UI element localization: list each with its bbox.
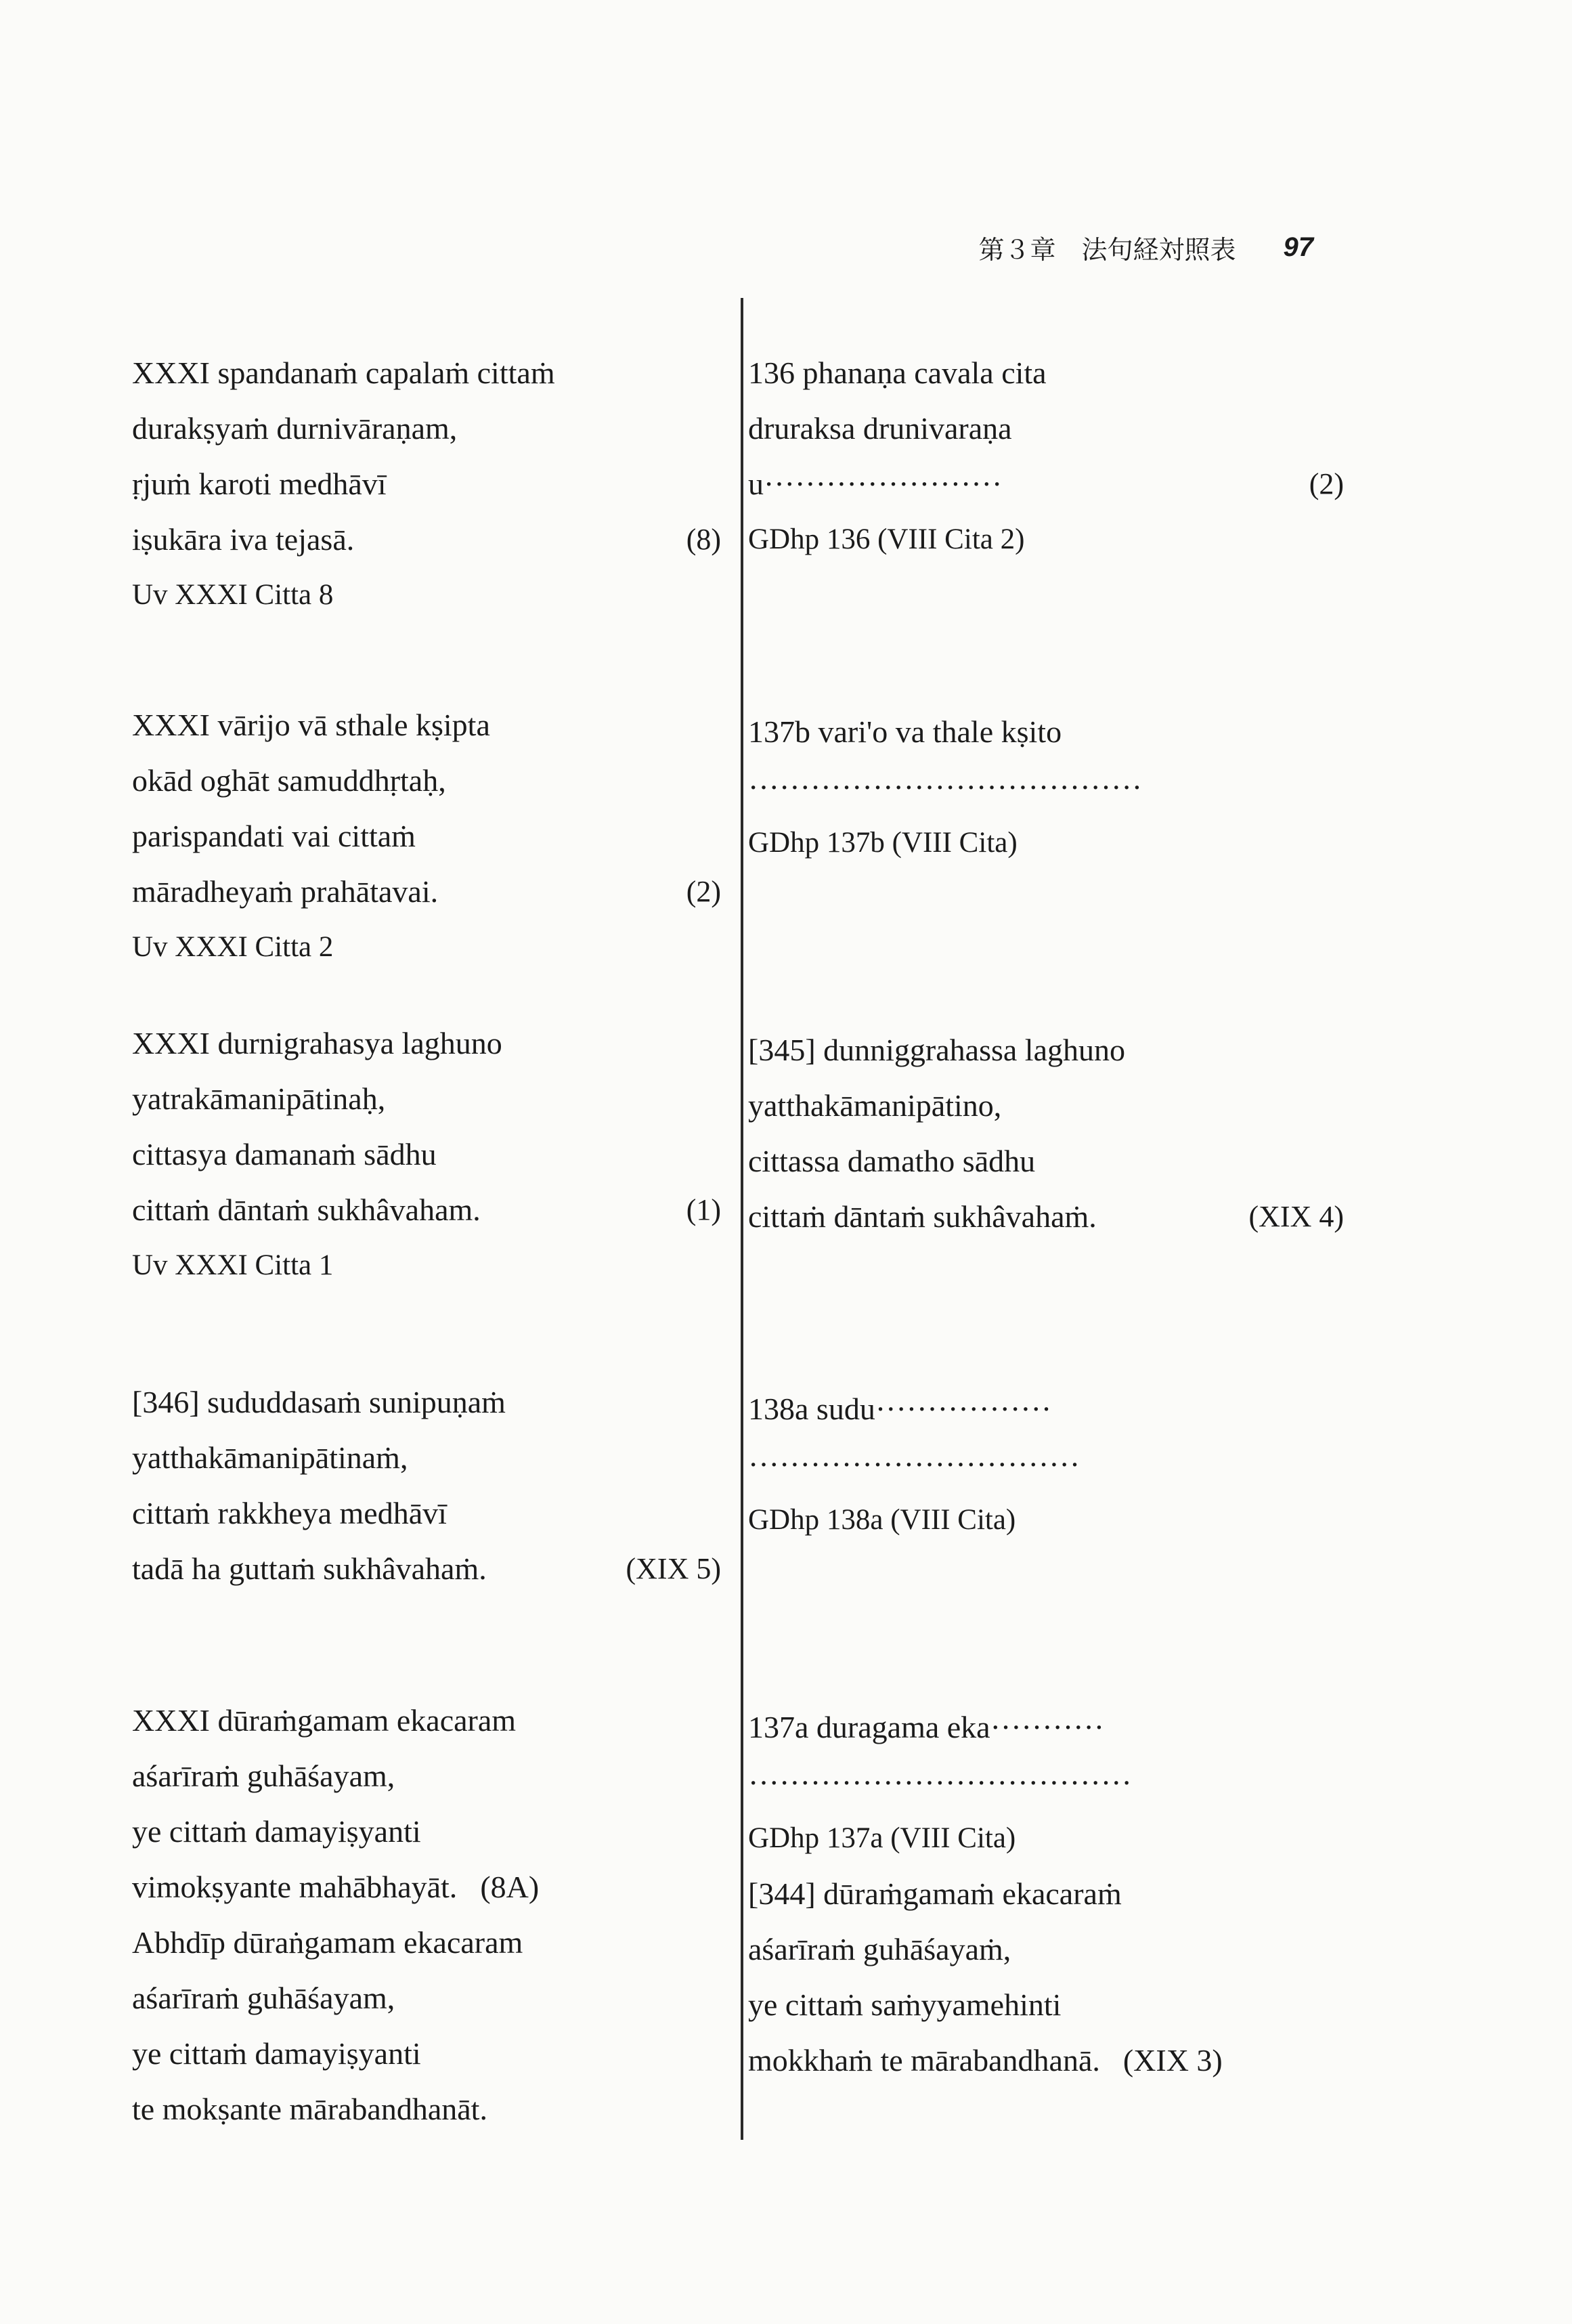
- verse-number: (8A): [480, 1870, 540, 1904]
- verse-line: [345] dunniggrahassa laghuno: [748, 1033, 1125, 1067]
- verse-reference: GDhp 137a (VIII Cita): [748, 1822, 1016, 1854]
- page-number: 97: [1283, 232, 1313, 262]
- verse-line: 137a duragama eka···········: [748, 1710, 1105, 1744]
- verse-line: XXXI spandanaṁ capalaṁ cittaṁ: [132, 356, 555, 390]
- verse-reference: Uv XXXI Citta 1: [132, 1249, 334, 1281]
- verse-line: 138a sudu·················: [748, 1392, 1052, 1426]
- verse-line: Abhdīp dūraṅgamam ekacaram: [132, 1925, 523, 1960]
- verse-number: (XIX 5): [626, 1552, 721, 1585]
- column-divider: [741, 298, 743, 2140]
- dhp-verse-block-3: [748, 1023, 1344, 1245]
- verse-line: okād oghāt samuddhṛtaḥ,: [132, 763, 446, 798]
- verse-line: ······································: [748, 770, 1143, 804]
- verse-line: vimokṣyante mahābhayāt. (8A): [132, 1870, 540, 1904]
- verse-line: ye cittaṁ saṁyyamehinti: [748, 1987, 1062, 2022]
- verse-line: durakṣyaṁ durnivāraṇam,: [132, 411, 458, 446]
- verse-line: parispandati vai cittaṁ: [132, 819, 416, 853]
- verse-line: cittassa damatho sādhu: [748, 1144, 1036, 1178]
- uv-verse-block-1: [132, 345, 721, 623]
- verse-number: (1): [686, 1193, 721, 1226]
- verse-line: druraksa drunivaraṇa: [748, 411, 1012, 446]
- verse-number: (8): [686, 523, 721, 556]
- chapter-title: 第３章 法句経対照表: [978, 234, 1236, 265]
- verse-line: tadā ha guttaṁ sukhâvahaṁ. (XIX 5): [132, 1541, 721, 1597]
- gdhp-verse-block-1: [748, 345, 1344, 567]
- gdhp-verse-block-2: [748, 704, 1344, 871]
- verse-line: ye cittaṁ damayiṣyanti: [132, 1814, 421, 1849]
- verse-line: aśarīraṁ guhāśayam,: [132, 1981, 395, 2015]
- uv-verse-block-2: [132, 697, 721, 975]
- verse-line: ye cittaṁ damayiṣyanti: [132, 2036, 421, 2071]
- verse-line: yatthakāmanipātinaṁ,: [132, 1440, 408, 1475]
- verse-number: (XIX 3): [1122, 2043, 1223, 2078]
- verse-line: 136 phanaṇa cavala cita: [748, 356, 1047, 390]
- verse-number: (2): [686, 875, 721, 908]
- verse-line: te mokṣante mārabandhanāt.: [132, 2092, 487, 2126]
- verse-line: yatrakāmanipātinaḥ,: [132, 1081, 386, 1116]
- verse-line: cittasya damanaṁ sādhu: [132, 1137, 437, 1171]
- verse-reference: GDhp 136 (VIII Cita 2): [748, 523, 1025, 555]
- verse-line: ································: [748, 1447, 1080, 1482]
- verse-line: XXXI vārijo vā sthale kṣipta: [132, 708, 490, 742]
- verse-line: u······················· (2): [748, 456, 1344, 512]
- verse-line: aśarīraṁ guhāśayaṁ,: [748, 1932, 1011, 1966]
- verse-line: cittaṁ dāntaṁ sukhâvaham. (1): [132, 1182, 721, 1238]
- verse-line: cittaṁ dāntaṁ sukhâvahaṁ. (XIX 4): [748, 1189, 1344, 1245]
- uv-verse-block-3: [132, 1016, 721, 1293]
- running-header: [880, 223, 1313, 271]
- verse-reference: GDhp 138a (VIII Cita): [748, 1504, 1016, 1536]
- dhp-verse-block-4: [132, 1375, 721, 1597]
- verse-reference: Uv XXXI Citta 2: [132, 931, 334, 963]
- gdhp-verse-block-4: [748, 1381, 1344, 1548]
- uv-verse-block-5: [132, 1693, 721, 2137]
- gdhp-dhp-verse-block-5: [748, 1700, 1344, 2088]
- verse-number: (2): [1309, 467, 1344, 500]
- verse-line: mokkhaṁ te mārabandhanā. (XIX 3): [748, 2043, 1223, 2078]
- verse-line: iṣukāra iva tejasā. (8): [132, 512, 721, 567]
- verse-reference: GDhp 137b (VIII Cita): [748, 827, 1018, 859]
- verse-line: XXXI durnigrahasya laghuno: [132, 1026, 502, 1060]
- verse-line: ṛjuṁ karoti medhāvī: [132, 467, 387, 501]
- verse-line: 137b vari'o va thale kṣito: [748, 714, 1062, 749]
- verse-reference: Uv XXXI Citta 8: [132, 579, 334, 611]
- verse-line: māradheyaṁ prahātavai. (2): [132, 864, 721, 920]
- verse-line: [344] dūraṁgamaṁ ekacaraṁ: [748, 1876, 1122, 1911]
- verse-line: cittaṁ rakkheya medhāvī: [132, 1496, 447, 1530]
- verse-line: aśarīraṁ guhāśayam,: [132, 1759, 395, 1793]
- verse-line: ·····································: [748, 1765, 1132, 1800]
- verse-line: XXXI dūraṁgamam ekacaram: [132, 1703, 517, 1738]
- verse-number: (XIX 4): [1248, 1200, 1344, 1233]
- verse-line: yatthakāmanipātino,: [748, 1088, 1002, 1123]
- verse-line: [346] sududdasaṁ sunipuṇaṁ: [132, 1385, 506, 1419]
